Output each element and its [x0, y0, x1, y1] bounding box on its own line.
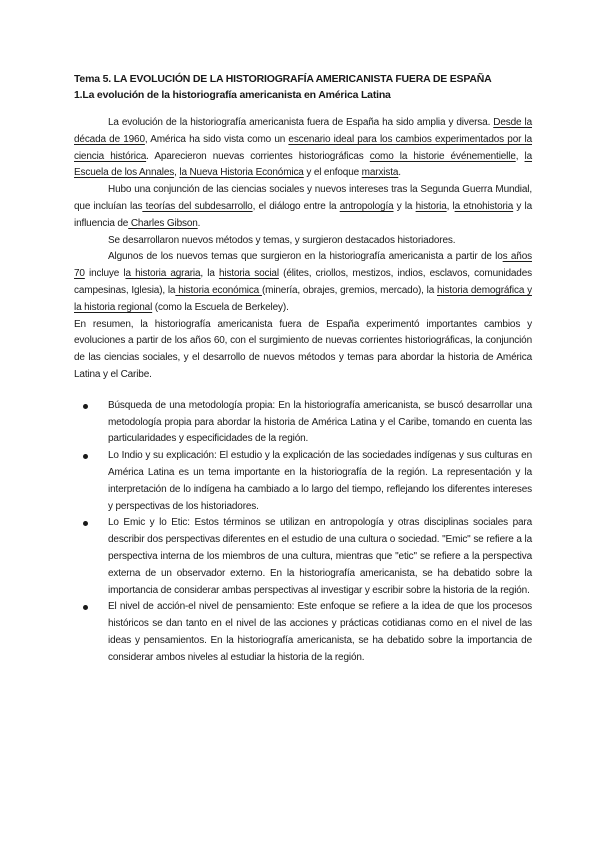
- underlined-term: teorías del subdesarrollo: [142, 200, 253, 212]
- underlined-term: a historia agraria: [125, 268, 201, 280]
- paragraph-new-topics: Algunos de los nuevos temas que surgieron en la historiografía americanista a partir de los años 70 incluye la historia agraria, la historia social (élites, criollos, mestizos, indios, esclavos, comunidades campesinas, Iglesia), la historia económica (minería, obrajes, gremios, mercado), la historia demográfica y la historia regional (como la Escuela de Berkeley).: [74, 251, 532, 313]
- document-title: Tema 5. LA EVOLUCIÓN DE LA HISTORIOGRAFÍA AMERICANISTA FUERA DE ESPAÑA: [74, 73, 492, 85]
- list-item: Búsqueda de una metodología propia: En la historiografía americanista, se buscó desarrollar una metodología propia para abordar la historia de América Latina y el Caribe, tomando en cuenta las particularidades y especificidades de la región.: [74, 398, 532, 448]
- underlined-term: historia demográfica y la historia regional: [74, 284, 532, 313]
- underlined-term: marxista: [361, 167, 399, 179]
- underlined-term: historia social: [218, 268, 279, 280]
- paragraph-summary: En resumen, la historiografía americanista fuera de España experimentó importantes cambios y evoluciones a partir de los años 60, con el surgimiento de nuevas corrientes historiográficas, la conjunción de las ciencias sociales, y el desarrollo de nuevos métodos y temas para abordar la historia de América Latina y el Caribe.: [74, 318, 532, 380]
- bullet-list: [74, 398, 532, 667]
- underlined-term: como la historie événementielle: [369, 150, 516, 162]
- underlined-term: historia: [415, 200, 447, 212]
- underlined-term: antropología: [339, 200, 394, 212]
- section-heading: 1.La evolución de la historiografía americanista en América Latina: [74, 89, 391, 101]
- paragraph-social-sciences: Hubo una conjunción de las ciencias sociales y nuevos intereses tras la Segunda Guerra Mundial, que incluían las teorías del subdesarrollo, el diálogo entre la antropología y la historia, la etnohistoria y la influencia de Charles Gibson.: [74, 184, 532, 229]
- underlined-term: Desde la década de 1960: [74, 117, 532, 145]
- list-item: El nivel de acción-el nivel de pensamiento: Este enfoque se refiere a la idea de que los procesos históricos se dan tanto en el nivel de las acciones y prácticas cotidianas como en el nivel de las ideas y pensamientos. En la historiografía americanista, se ha debatido sobre la importancia de considerar ambos niveles al estudiar la historia de la región.: [74, 599, 532, 666]
- list-item: Lo Emic y lo Etic: Estos términos se utilizan en antropología y otras disciplinas sociales para describir dos perspectivas diferentes en el estudio de una cultura o sociedad. "Emic" se refiere a la perspectiva interna de los miembros de una cultura, mientras que "etic" se refiere a la perspectiva externa de un observador externo. En la historiografía americanista, se ha debatido sobre la importancia de considerar ambas perspectivas al investigar y escribir sobre la historia de la región.: [74, 515, 532, 599]
- underlined-term: Charles Gibson: [128, 217, 198, 229]
- underlined-term: a etnohistoria: [454, 200, 514, 212]
- underlined-term: la Nueva Historia Económica: [179, 167, 304, 179]
- document-body: [74, 115, 532, 667]
- list-item: Lo Indio y su explicación: El estudio y la explicación de las sociedades indígenas y sus culturas en América Latina es un tema importante en la historiografía de la región. La representación y la interpretación de lo indígena ha cambiado a lo largo del tiempo, reflejando los diferentes intereses y perspectivas de los historiadores.: [74, 448, 532, 515]
- underlined-term: la Escuela de los Annales: [74, 150, 532, 179]
- underlined-term: s años 70: [74, 251, 532, 280]
- paragraph-overview: La evolución de la historiografía americanista fuera de España ha sido amplia y diversa. Desde la década de 1960, América ha sido vista como un escenario ideal para los cambios experimentados por la ciencia histórica. Aparecieron nuevas corrientes historiográficas como la historie événementielle, la Escuela de los Annales, la Nueva Historia Económica y el enfoque marxista.: [74, 117, 533, 179]
- underlined-term: historia económica: [175, 284, 262, 296]
- paragraph-methods: Se desarrollaron nuevos métodos y temas, y surgieron destacados historiadores.: [108, 234, 456, 246]
- underlined-term: escenario ideal para los cambios experimentados por la ciencia histórica: [74, 133, 533, 162]
